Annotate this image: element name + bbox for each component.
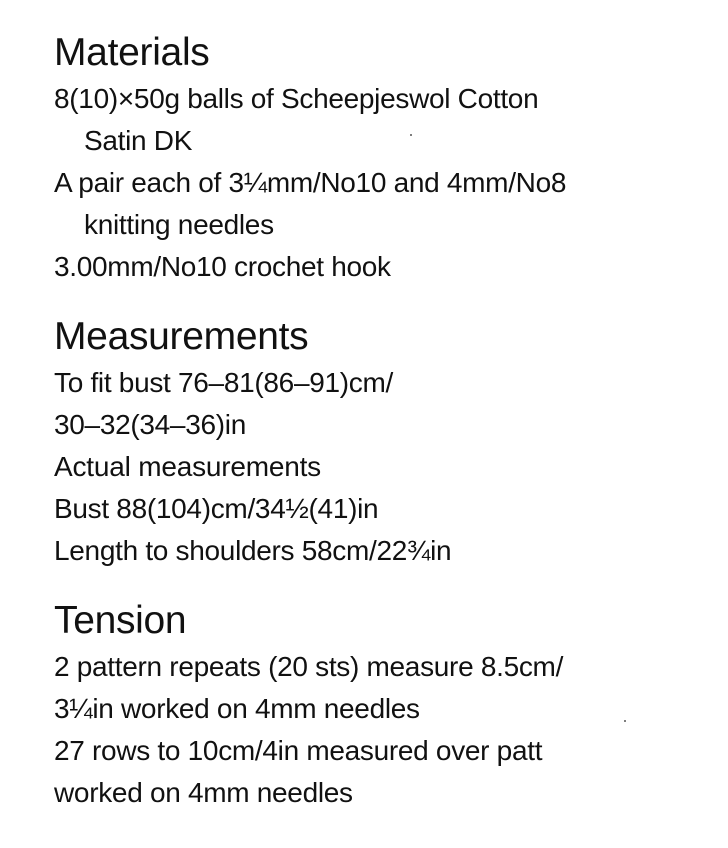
print-speck (410, 134, 412, 136)
materials-line: Satin DK (84, 125, 193, 156)
materials-line: knitting needles (84, 209, 274, 240)
tension-section (54, 596, 714, 814)
tension-line: worked on 4mm needles (54, 777, 353, 808)
tension-line: 3¼in worked on 4mm needles (54, 693, 420, 724)
print-speck (624, 720, 626, 722)
materials-heading: Materials (54, 31, 210, 74)
measurements-heading: Measurements (54, 315, 309, 358)
measurements-section (54, 312, 714, 572)
actual-measurements-heading: Actual measurements (54, 451, 321, 482)
section-spacer (54, 288, 714, 312)
tension-line: 27 rows to 10cm/4in measured over patt (54, 735, 543, 766)
materials-line: 3.00mm/No10 crochet hook (54, 251, 391, 282)
measurements-line: 30–32(34–36)in (54, 409, 246, 440)
actual-measurements-line: Bust 88(104)cm/34½(41)in (54, 493, 379, 524)
pattern-info (54, 28, 714, 814)
materials-section (54, 28, 714, 288)
materials-line: A pair each of 3¼mm/No10 and 4mm/No8 (54, 167, 567, 198)
tension-heading: Tension (54, 599, 187, 642)
section-spacer (54, 572, 714, 596)
materials-line: 8(10)×50g balls of Scheepjeswol Cotton (54, 83, 539, 114)
tension-line: 2 pattern repeats (20 sts) measure 8.5cm/ (54, 651, 564, 682)
actual-measurements-line: Length to shoulders 58cm/22¾in (54, 535, 452, 566)
measurements-line: To fit bust 76–81(86–91)cm/ (54, 367, 393, 398)
